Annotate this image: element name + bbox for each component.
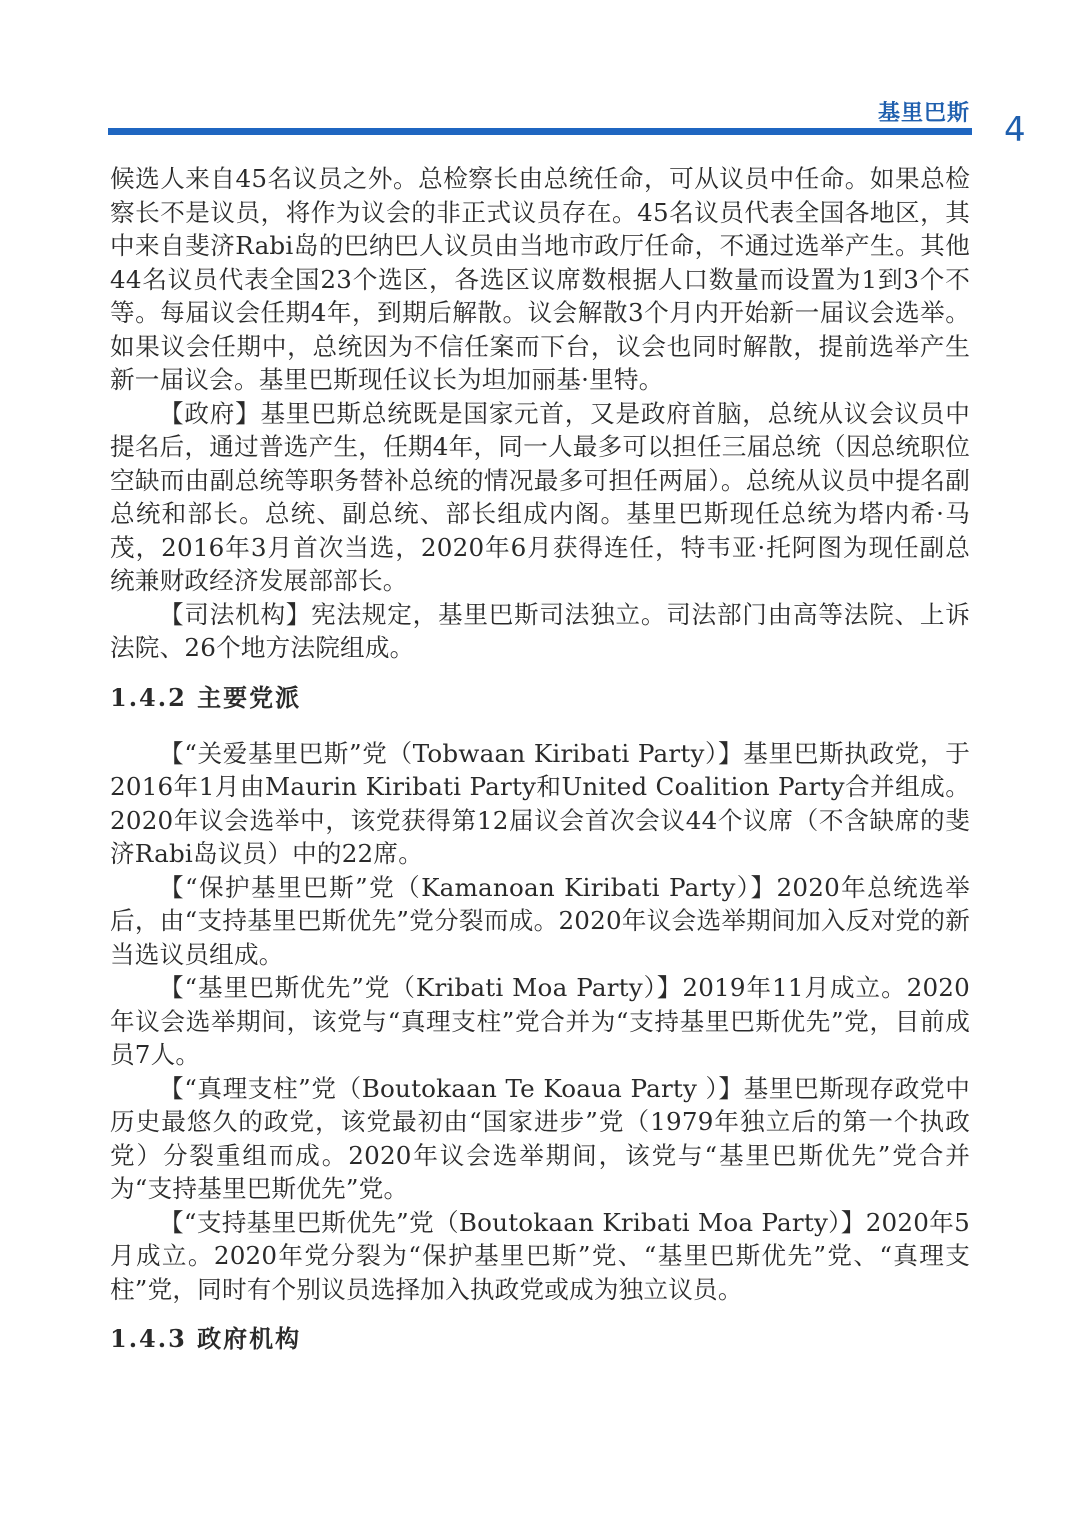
paragraph-judiciary: 【司法机构】宪法规定，基里巴斯司法独立。司法部门由高等法院、上诉法院、26个地方法院组成。 (110, 599, 970, 662)
paragraph-party-boutokaan-kiribati-moa: 【“支持基里巴斯优先”党（Boutokaan Kribati Moa Party）】2020年5月成立。2020年党分裂为“保护基里巴斯”党、“基里巴斯优先”党、“真理支柱”党，同时有个别议员选择加入执政党或成为独立议员。 (110, 1207, 970, 1304)
paragraph-party-boutokaan-te-koaua: 【“真理支柱”党（Boutokaan Te Koaua Party ）】基里巴斯现存政党中历史最悠久的政党，该党最初由“国家进步”党（1979年独立后的第一个执政党）分裂重组而成。2020年议会选举期间，该党与“基里巴斯优先”党合并为“支持基里巴斯优先”党。 (110, 1073, 970, 1203)
section-heading-main-parties: 1.4.2 主要党派 (110, 682, 302, 712)
header-rule (108, 128, 972, 135)
paragraph-party-kiribati-moa: 【“基里巴斯优先”党（Kribati Moa Party）】2019年11月成立。2020年议会选举期间，该党与“真理支柱”党合并为“支持基里巴斯优先”党，目前成员7人。 (110, 973, 970, 1069)
paragraph-government: 【政府】基里巴斯总统既是国家元首，又是政府首脑，总统从议会议员中提名后，通过普选产生，任期4年，同一人最多可以担任三届总统（因总统职位空缺而由副总统等职务替补总统的情况最多可担任两届）。总统从议员中提名副总统和部长。总统、副总统、部长组成内阁。基里巴斯现任总统为塔内希·马茂，2016年3月首次当选，2020年6月获得连任，特韦亚·托阿图为现任副总统兼财政经济发展部部长。 (110, 398, 970, 595)
running-header-title: 基里巴斯 (877, 101, 970, 126)
page-number: 4 (1004, 110, 1026, 150)
paragraph-party-kamanoan: 【“保护基里巴斯”党（Kamanoan Kiribati Party）】2020年总统选举后，由“支持基里巴斯优先”党分裂而成。2020年议会选举期间加入反对党的新当选议员组成。 (110, 872, 970, 969)
paragraph-parliament-continued: 候选人来自45名议员之外。总检察长由总统任命，可从议员中任命。如果总检察长不是议员，将作为议会的非正式议员存在。45名议员代表全国各地区，其中来自斐济Rabi岛的巴纳巴人议员由当地市政厅任命，不通过选举产生。其他44名议员代表全国23个选区，各选区议席数根据人口数量而设置为1到3个不等。每届议会任期4年，到期后解散。议会解散3个月内开始新一届议会选举。如果议会任期中，总统因为不信任案而下台，议会也同时解散，提前选举产生新一届议会。基里巴斯现任议长为坦加丽基·里特。 (110, 164, 970, 394)
paragraph-party-tobwaan: 【“关爱基里巴斯”党（Tobwaan Kiribati Party）】基里巴斯执政党，于2016年1月由Maurin Kiribati Party和United Coalition Party合并组成。2020年议会选举中，该党获得第12届议会首次会议44个议席（不含缺席的斐济Rabi岛议员）中的22席。 (110, 738, 970, 868)
section-heading-government-agencies: 1.4.3 政府机构 (110, 1324, 302, 1353)
page-body (110, 162, 970, 1356)
